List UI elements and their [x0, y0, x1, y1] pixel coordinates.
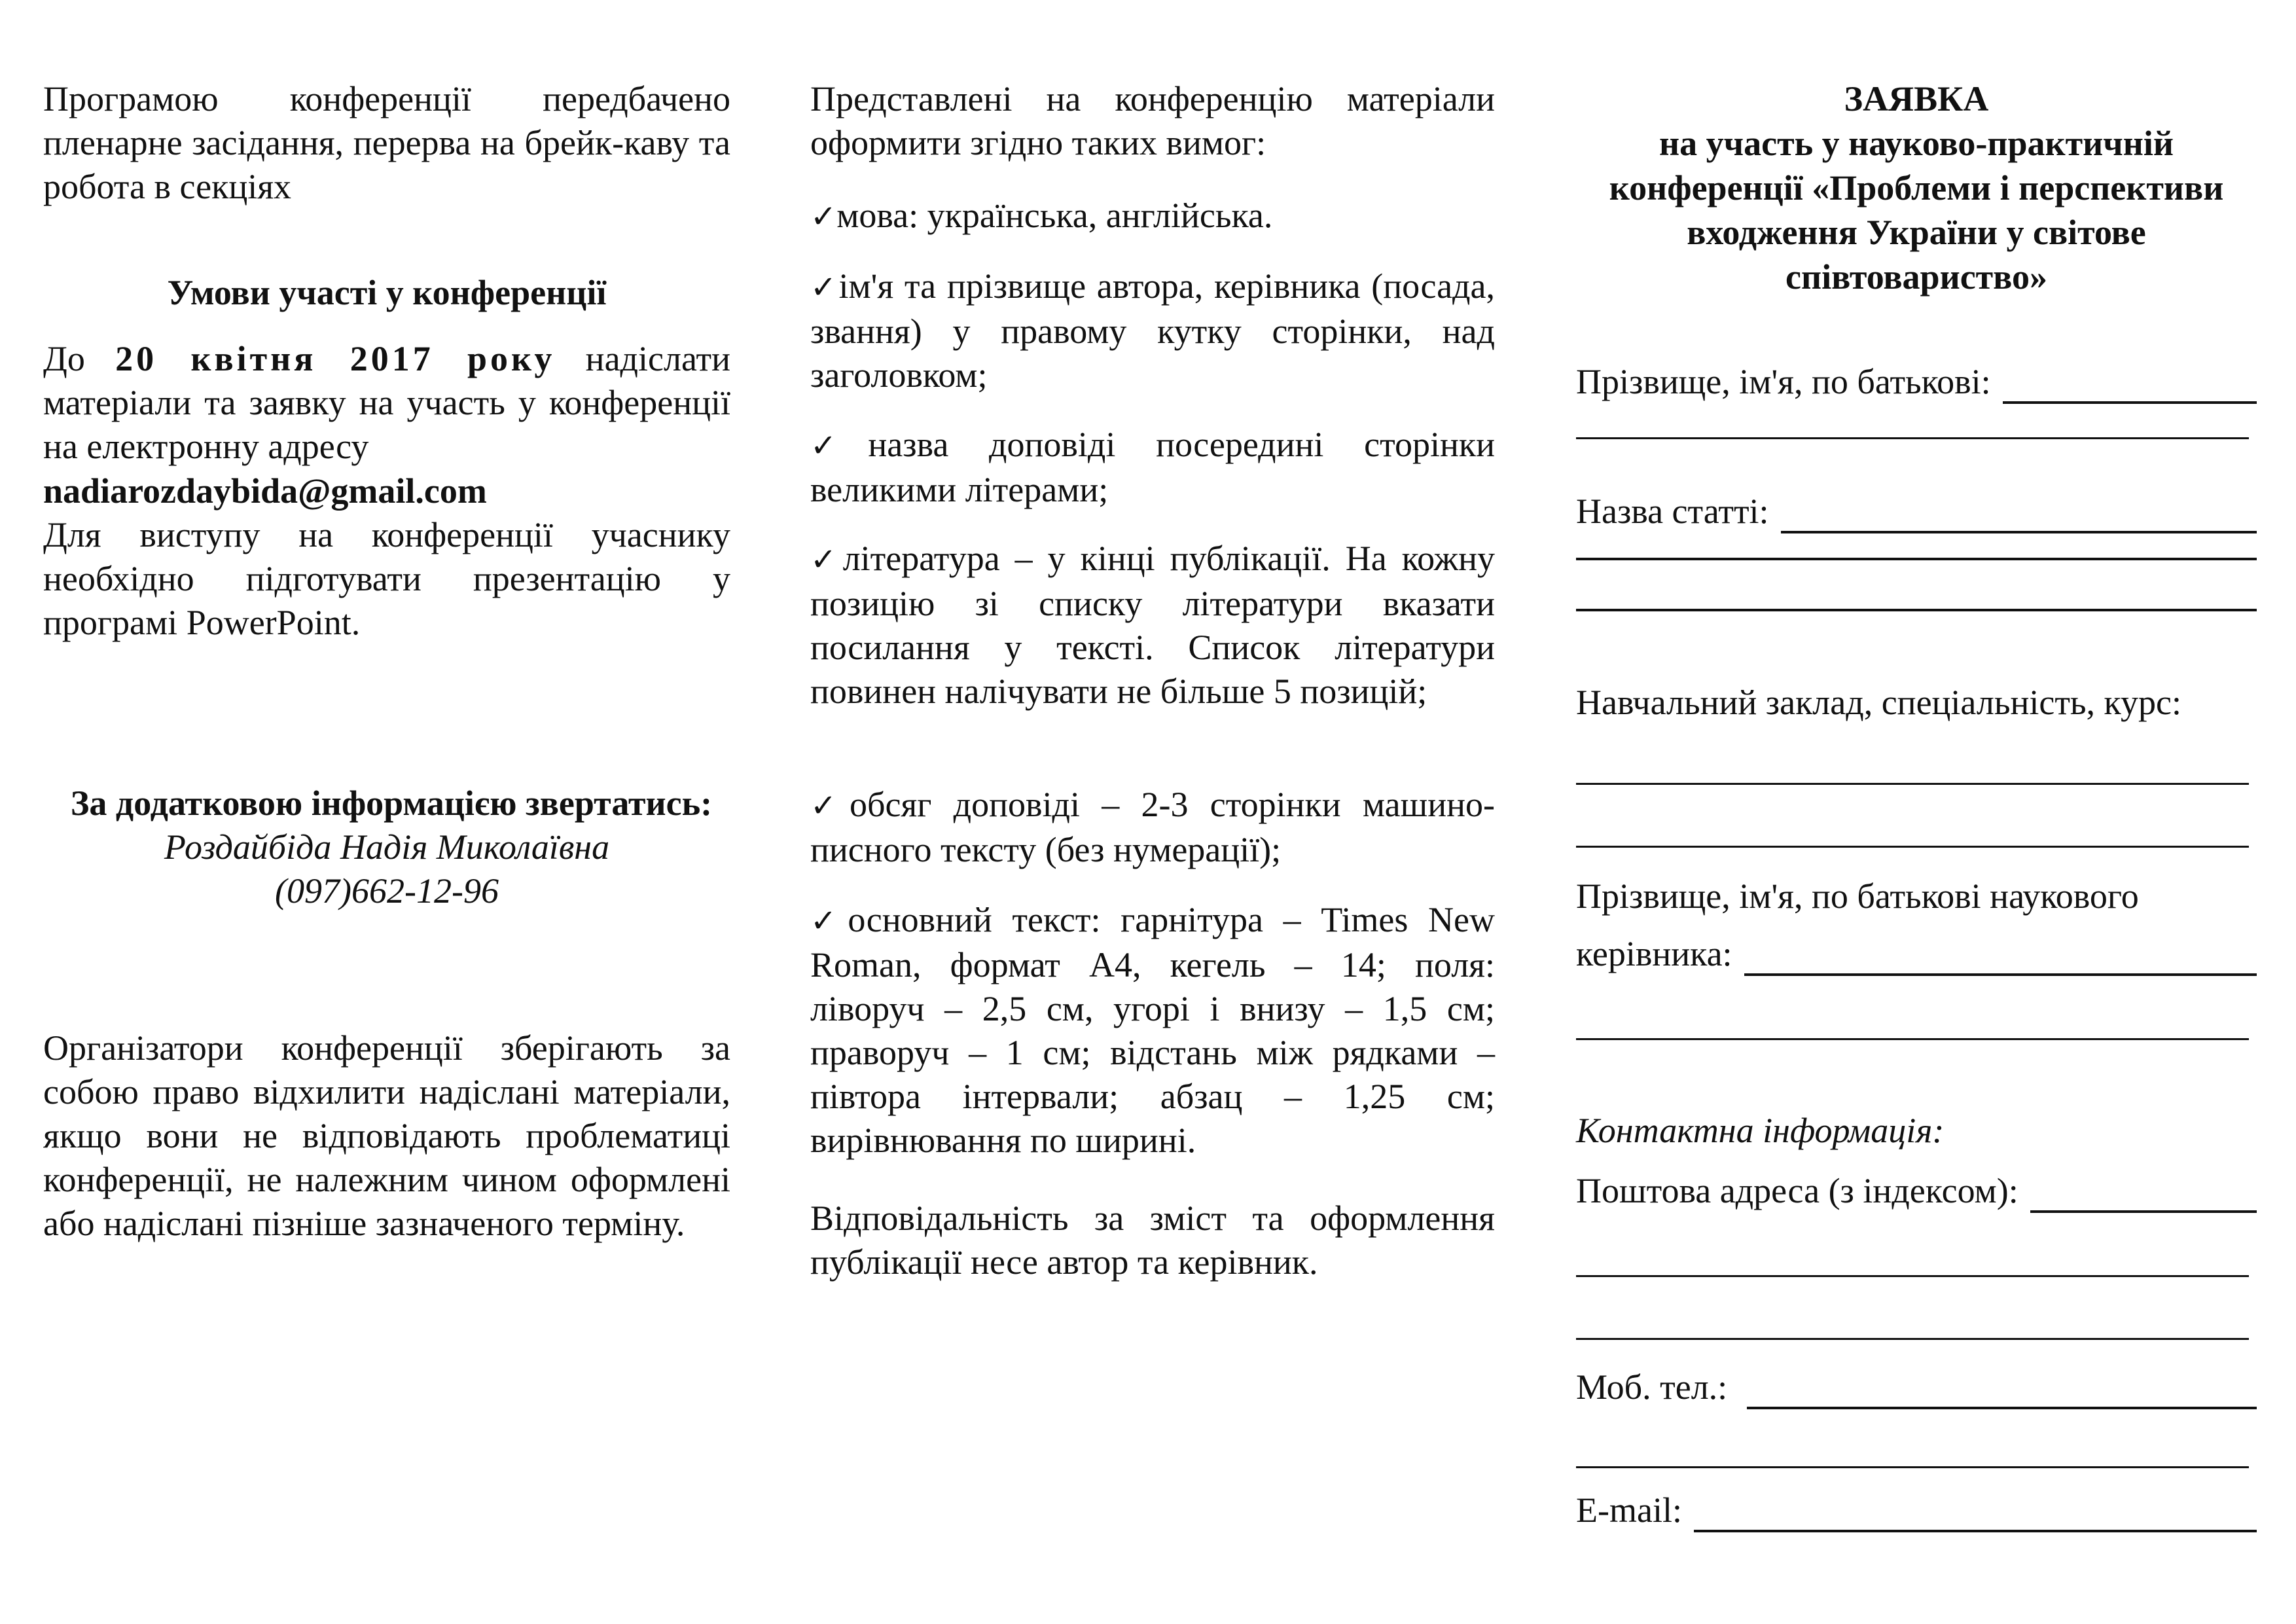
requirement-item: ✓основний текст: гарнітура – Times New Roman, формат А4, кегель – 14; поля: ліворуч – 2,5 см, угорі і внизу – 1,5 см; праворуч – 1 см; відстань між рядками – півтора інтервали; абзац – 1,25 см; вирівнювання по ширині.	[810, 900, 1495, 1160]
checkmark-icon: ✓	[810, 903, 848, 939]
mobile-field[interactable]	[1576, 1365, 2257, 1409]
requirement-item: ✓ім'я та прізвище автора, керівника (посада, звання) у правому кутку сторінки, над заголовком;	[810, 266, 1495, 395]
postal-address-field[interactable]	[1576, 1169, 2257, 1213]
article-title-input-line[interactable]	[1781, 497, 2257, 533]
deadline-paragraph	[43, 337, 730, 469]
deadline-prefix: До	[43, 339, 116, 378]
requirement-item: ✓назва доповіді посередині сторінки великими літерами;	[810, 425, 1496, 509]
supervisor-label-2: керівника:	[1576, 934, 1732, 973]
supervisor-field[interactable]	[1576, 932, 2257, 976]
program-text: Програмою конференції передбачено пленарне засідання, перерва на брейк-каву та робота в секціях	[43, 79, 730, 206]
supervisor-label: Прізвище, ім'я, по батькові наукового	[1576, 876, 2139, 916]
supervisor-extra-line[interactable]	[1576, 1038, 2249, 1040]
full-name-extra-line[interactable]	[1576, 437, 2249, 439]
postal-address-extra-line[interactable]	[1576, 1338, 2249, 1340]
checkmark-icon: ✓	[810, 269, 839, 306]
requirement-item: ✓обсяг доповіді – 2-3 сторінки машино-писного тексту (без нумерації);	[810, 785, 1495, 869]
requirements-intro: Представлені на конференцію матеріали оформити згідно таких вимог:	[810, 79, 1495, 162]
email-label: E-mail:	[1576, 1490, 1682, 1530]
column-left	[43, 0, 730, 1624]
organizers-text: Організатори конференції зберігають за собою право відхилити надіслані матеріали, якщо вони не відповідають проблематиці конференції, не належним чином оформлені або надіслані пізніше зазначеного терміну.	[43, 1028, 730, 1243]
mobile-label: Моб. тел.:	[1576, 1367, 1728, 1407]
contact-title: За додатковою інформацією звертатись:	[70, 784, 713, 823]
contact-email[interactable]: nadiarozdaybida@gmail.com	[43, 471, 487, 511]
checkmark-icon: ✓	[810, 541, 843, 578]
institution-line[interactable]	[1576, 846, 2249, 848]
application-title: ЗАЯВКА	[1844, 79, 1989, 118]
institution-label: Навчальний заклад, спеціальність, курс:	[1576, 683, 2181, 722]
checkmark-icon: ✓	[810, 427, 869, 464]
checkmark-icon: ✓	[810, 787, 850, 824]
full-name-input-line[interactable]	[2003, 367, 2257, 404]
requirement-item: ✓література – у кінці публікації. На кожну позицію зі списку літератури вказати посилання у тексті. Список літератури повинен налічувати не більше 5 позицій;	[810, 539, 1496, 711]
contact-phone: (097)662-12-96	[275, 871, 499, 911]
mobile-extra-line[interactable]	[1576, 1466, 2249, 1468]
email-field[interactable]	[1576, 1489, 2257, 1532]
full-name-field[interactable]	[1576, 360, 2257, 404]
postal-address-input-line[interactable]	[2030, 1176, 2257, 1213]
email-input-line[interactable]	[1694, 1496, 2257, 1532]
presentation-text: Для виступу на конференції учаснику необхідно підготувати презентацію у програмі PowerPoint.	[43, 515, 730, 642]
responsibility-text: Відповідальність за зміст та оформлення публікації несе автор та керівник.	[810, 1199, 1495, 1282]
deadline-date: 20 квітня 2017 року	[115, 339, 556, 378]
mobile-input-line[interactable]	[1747, 1373, 2257, 1409]
postal-address-label: Поштова адреса (з індексом):	[1576, 1171, 2018, 1210]
conditions-title: Умови участі у конференції	[167, 273, 607, 312]
checkmark-icon: ✓	[810, 198, 837, 235]
application-subtitle: на участь у науково-практичній конференції «Проблеми і перспективи входження України у світове співтовариство»	[1609, 124, 2224, 297]
deadline-suffix: надіслати матеріали та заявку на участь у конференції на електронну адресу	[43, 339, 731, 466]
article-title-field[interactable]	[1576, 490, 2257, 533]
contact-name: Роздайбіда Надія Миколаївна	[164, 827, 610, 867]
contact-info-heading: Контактна інформація:	[1576, 1111, 1945, 1150]
institution-line[interactable]	[1576, 783, 2249, 785]
article-title-extra-line[interactable]	[1576, 558, 2257, 560]
supervisor-input-line[interactable]	[1744, 939, 2257, 976]
requirement-item: ✓мова: українська, англійська.	[810, 196, 1273, 235]
column-right	[1576, 0, 2257, 1624]
article-title-extra-line[interactable]	[1576, 609, 2257, 611]
full-name-label: Прізвище, ім'я, по батькові:	[1576, 362, 1991, 401]
column-middle	[810, 0, 1495, 1624]
article-title-label: Назва статті:	[1576, 492, 1769, 531]
postal-address-extra-line[interactable]	[1576, 1275, 2249, 1277]
